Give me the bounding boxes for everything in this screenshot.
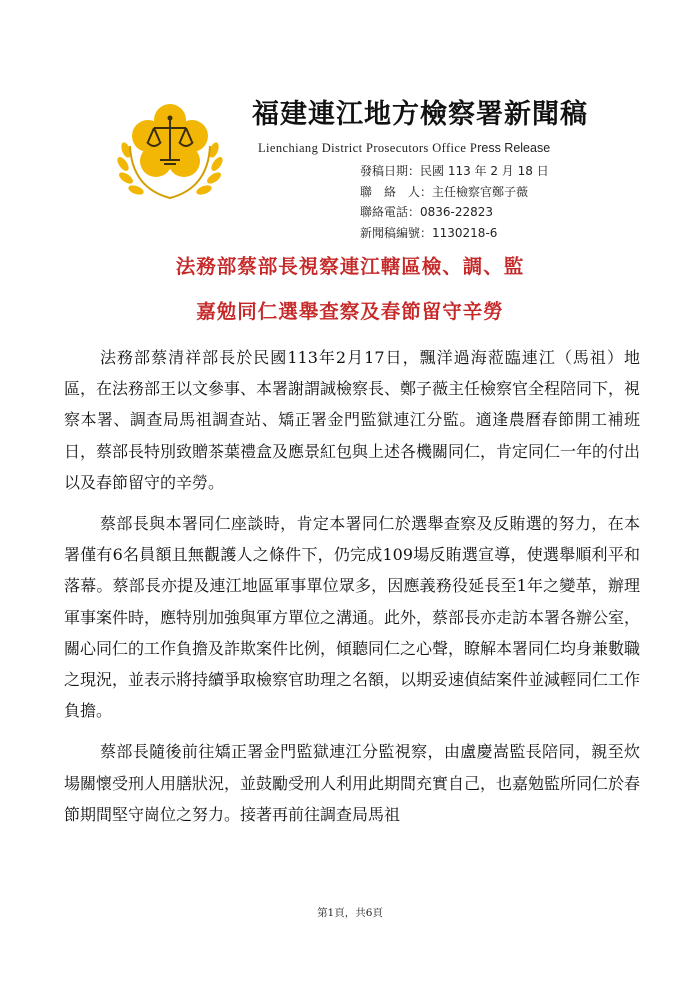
plum-blossom-scales-emblem-icon: [110, 98, 230, 208]
headline-line-1: 法務部蔡部長視察連江轄區檢、調、監: [175, 255, 525, 278]
body-paragraph-2: 蔡部長與本署同仁座談時，肯定本署同仁於選舉查察及反賄選的努力，在本署僅有6名員額且無觀護人之條件下，仍完成109場反賄選宣導，使選舉順利平和落幕。蔡部長亦提及連江地區軍事單位眾多，因應義務役延長至1年之變革，辦理軍事案件時，應特別加強與軍方單位之溝通。此外，蔡部長亦走訪本署各辦公室，關心同仁的工作負擔及詐欺案件比例，傾聽同仁之心聲，瞭解本署同仁均身兼數職之現況，並表示將持續爭取檢察官助理之名額，以期妥速偵結案件並減輕同仁工作負擔。: [64, 514, 641, 721]
body-paragraph-3: 蔡部長隨後前往矯正署金門監獄連江分監視察，由盧慶嵩監長陪同，親至炊場關懷受刑人用膳狀況，並鼓勵受刑人利用此期間充實自己，也嘉勉監所同仁於春節期間堅守崗位之努力。接著再前往調查局馬祖: [64, 742, 641, 824]
press-release-title: 福建連江地方檢察署新聞稿: [252, 99, 588, 130]
press-release-title-english: [258, 141, 688, 155]
headline-line-2: 嘉勉同仁選舉查察及春節留守辛勞: [196, 300, 504, 323]
contact-phone: 聯絡電話：0836-22823: [360, 205, 494, 219]
page-footer: 第1頁，共6頁: [317, 907, 383, 919]
release-meta-block: [360, 161, 660, 243]
prosecutors-office-logo: [110, 98, 230, 208]
release-date: 發稿日期：民國 113 年 2 月 18 日: [360, 164, 549, 178]
contact-person: 聯 絡 人：主任檢察官鄭子薇: [360, 184, 529, 199]
body-paragraph-1: 法務部蔡清祥部長於民國113年2月17日，飄洋過海蒞臨連江（馬祖）地區，在法務部王以文參事、本署謝謂誠檢察長、鄭子薇主任檢察官全程陪同下，視察本署、調查局馬祖調查站、矯正署金門監獄連江分監。適逢農曆春節開工補班日，蔡部長特別致贈茶葉禮盒及應景紅包與上述各機關同仁，肯定同仁一年的付出以及春節留守的辛勞。: [64, 348, 641, 492]
article-body: [64, 342, 640, 830]
title-english-main: Lienchiang District Prosecutors Office P: [258, 141, 478, 155]
title-english-suffix: ress Release: [477, 141, 551, 155]
release-number: 新聞稿編號：1130218-6: [360, 225, 498, 240]
